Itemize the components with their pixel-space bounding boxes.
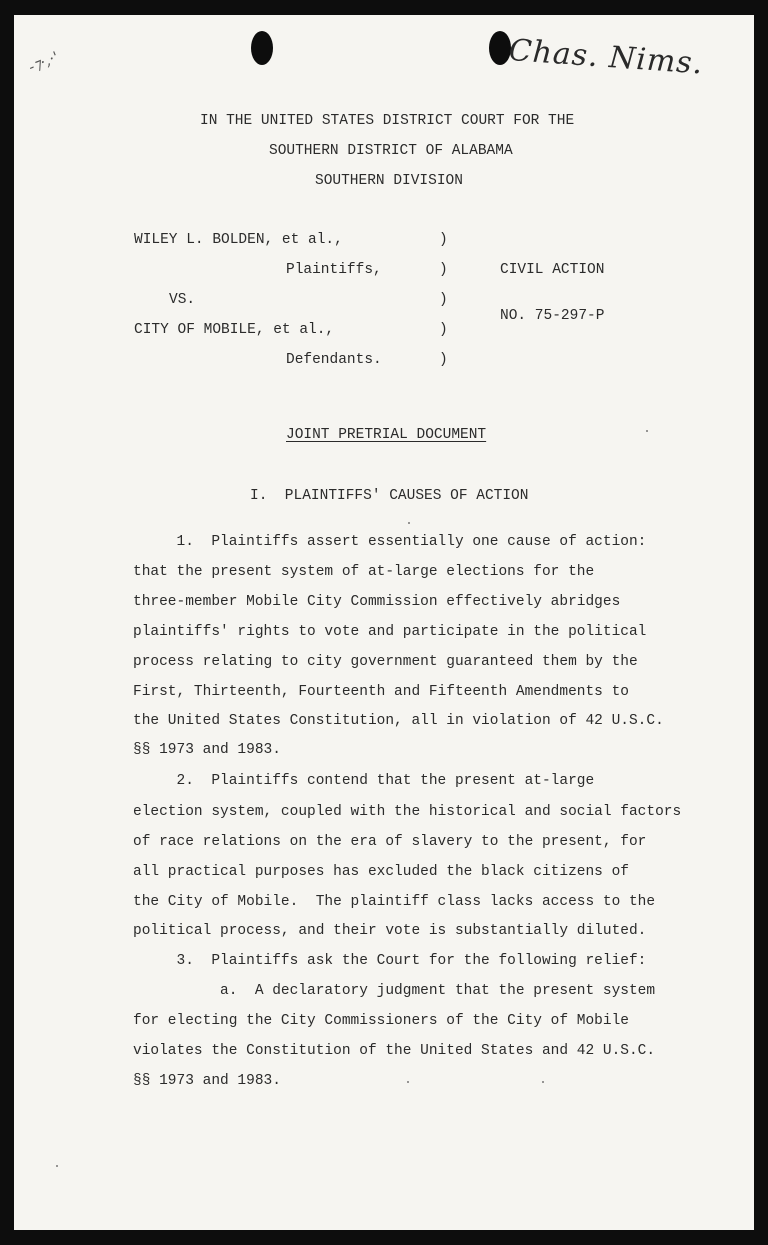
case-number: NO. 75-297-P [500, 308, 605, 324]
body-line: three-member Mobile City Commission effectively abridges [133, 594, 621, 610]
section-heading: I. PLAINTIFFS' CAUSES OF ACTION [250, 488, 529, 504]
court-name-line-2: SOUTHERN DISTRICT OF ALABAMA [269, 143, 513, 159]
plaintiff-party: WILEY L. BOLDEN, et al., [134, 232, 343, 248]
body-line: process relating to city government guaranteed them by the [133, 654, 638, 670]
body-line: First, Thirteenth, Fourteenth and Fifteenth Amendments to [133, 684, 629, 700]
defendant-party: CITY OF MOBILE, et al., [134, 322, 335, 338]
body-line: election system, coupled with the historical and social factors [133, 804, 682, 820]
paper-speck [407, 1081, 409, 1083]
document-title: JOINT PRETRIAL DOCUMENT [286, 427, 487, 443]
body-line: §§ 1973 and 1983. [133, 742, 281, 758]
body-line: plaintiffs' rights to vote and participate in the political [133, 624, 647, 640]
body-line: that the present system of at-large elections for the [133, 564, 595, 580]
caption-paren: ) [439, 262, 448, 278]
caption-paren: ) [439, 322, 448, 338]
body-line: of race relations on the era of slavery to the present, for [133, 834, 647, 850]
body-line: for electing the City Commissioners of the City of Mobile [133, 1013, 629, 1029]
paper-speck [542, 1081, 544, 1083]
document-page [14, 15, 754, 1230]
court-name-line-1: IN THE UNITED STATES DISTRICT COURT FOR THE [200, 113, 575, 129]
body-line: the United States Constitution, all in violation of 42 U.S.C. [133, 713, 664, 729]
body-line: 3. Plaintiffs ask the Court for the following relief: [133, 953, 647, 969]
body-line: all practical purposes has excluded the black citizens of [133, 864, 629, 880]
body-line: 2. Plaintiffs contend that the present at-large [133, 773, 595, 789]
body-line: the City of Mobile. The plaintiff class lacks access to the [133, 894, 656, 910]
body-line: violates the Constitution of the United States and 42 U.S.C. [133, 1043, 656, 1059]
paper-speck [56, 1165, 58, 1167]
defendant-role: Defendants. [286, 352, 382, 368]
caption-paren: ) [439, 232, 448, 248]
caption-paren: ) [439, 352, 448, 368]
versus: VS. [169, 292, 196, 308]
paper-speck [408, 522, 410, 524]
paper-speck [646, 430, 648, 432]
body-line: 1. Plaintiffs assert essentially one cause of action: [133, 534, 647, 550]
court-division: SOUTHERN DIVISION [315, 173, 463, 189]
case-label: CIVIL ACTION [500, 262, 605, 278]
body-line: a. A declaratory judgment that the present system [133, 983, 656, 999]
corner-mark: -⁊·,·' [25, 47, 62, 77]
body-line: §§ 1973 and 1983. [133, 1073, 281, 1089]
punch-hole [251, 31, 273, 65]
caption-paren: ) [439, 292, 448, 308]
plaintiff-role: Plaintiffs, [286, 262, 382, 278]
handwritten-note: Chas. Nims. [507, 33, 705, 82]
body-line: political process, and their vote is substantially diluted. [133, 923, 647, 939]
